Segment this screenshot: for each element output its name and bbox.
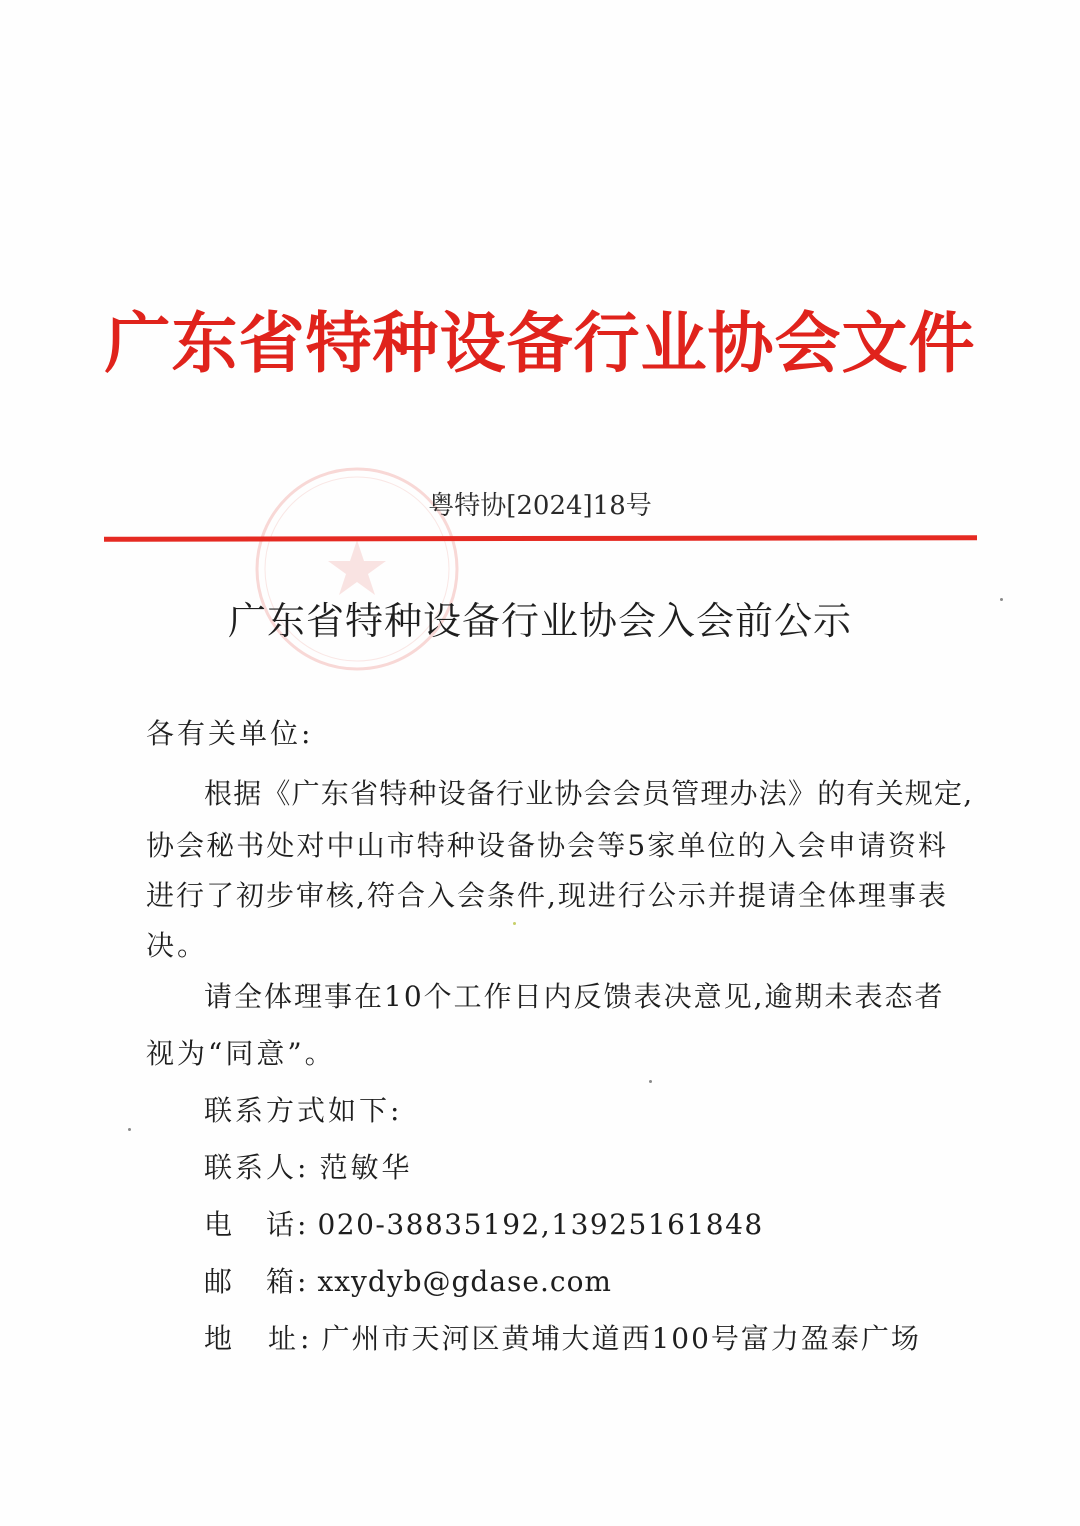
paragraph-1-line-2: 协会秘书处对中山市特种设备协会等5家单位的入会申请资料 xyxy=(146,829,946,862)
contact-email-value: xxydyb@gdase.com xyxy=(317,1265,612,1298)
scan-speck xyxy=(1000,598,1003,601)
paragraph-1-line-3: 进行了初步审核,符合入会条件,现进行公示并提请全体理事表 xyxy=(146,879,946,912)
contact-address-label: 地 址: xyxy=(204,1322,314,1355)
contact-heading: 联系方式如下: xyxy=(204,1094,403,1127)
scan-speck xyxy=(128,1128,131,1131)
salutation: 各有关单位: xyxy=(146,717,314,750)
paragraph-1-line-4: 决。 xyxy=(146,929,209,962)
red-header-rule xyxy=(104,535,977,542)
contact-phone-row xyxy=(204,1203,764,1243)
scan-speck xyxy=(649,1080,652,1083)
paragraph-2-line-2: 视为“同意”。 xyxy=(146,1037,336,1070)
contact-email-row xyxy=(204,1260,612,1300)
contact-phone-label: 电 话: xyxy=(204,1208,310,1241)
document-number-text: 粤特协[2024]18号 xyxy=(428,491,652,521)
org-masthead: 广东省特种设备行业协会文件 xyxy=(104,305,976,382)
contact-address-value: 广州市天河区黄埔大道西100号富力盈泰广场 xyxy=(321,1322,921,1355)
contact-person-row xyxy=(204,1146,412,1186)
document-title: 广东省特种设备行业协会入会前公示 xyxy=(227,599,852,643)
scan-speck xyxy=(513,922,516,925)
contact-person-value: 范敏华 xyxy=(319,1151,413,1184)
paragraph-2-line-1: 请全体理事在10个工作日内反馈表决意见,逾期未表态者 xyxy=(204,980,945,1013)
contact-phone-value: 020-38835192,13925161848 xyxy=(317,1208,764,1241)
contact-address-row xyxy=(204,1317,921,1357)
document-number xyxy=(0,485,1080,522)
contact-email-label: 邮 箱: xyxy=(204,1265,310,1298)
paragraph-1-line-1: 根据《广东省特种设备行业协会会员管理办法》的有关规定, xyxy=(204,777,974,810)
contact-person-label: 联系人: xyxy=(204,1151,310,1184)
